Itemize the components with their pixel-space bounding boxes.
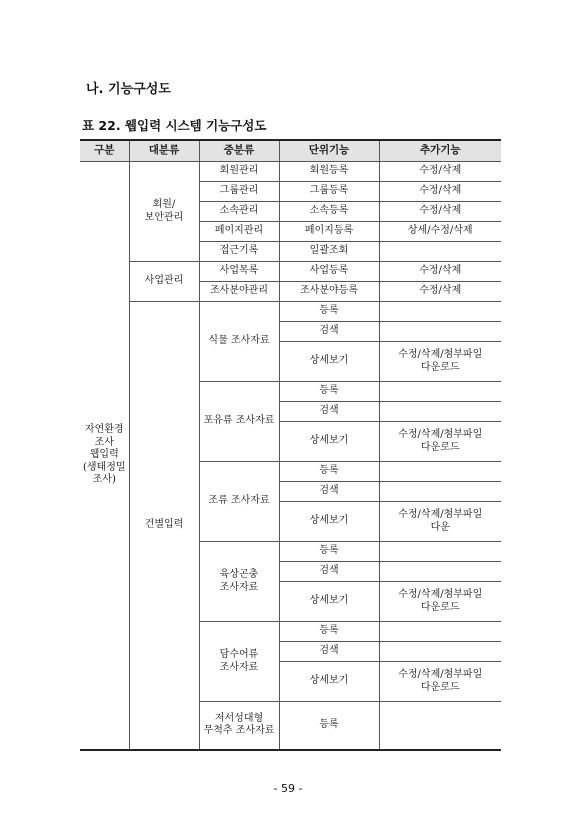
unit-cell: 조사분야등록 bbox=[279, 282, 379, 302]
table-header-row bbox=[80, 140, 501, 162]
extra-cell: 수정/삭제/첨부파일 다운로드 bbox=[379, 662, 501, 702]
unit-cell: 검색 bbox=[279, 642, 379, 662]
mid-cell: 페이지관리 bbox=[199, 222, 279, 242]
unit-cell: 검색 bbox=[279, 562, 379, 582]
extra-cell bbox=[379, 242, 501, 262]
unit-cell: 검색 bbox=[279, 322, 379, 342]
unit-cell: 등록 bbox=[279, 302, 379, 322]
mid-cell: 포유류 조사자료 bbox=[199, 382, 279, 462]
major-business: 사업관리 bbox=[129, 262, 199, 302]
extra-cell bbox=[379, 302, 501, 322]
extra-cell bbox=[379, 382, 501, 402]
extra-cell: 수정/삭제/첨부파일 다운로드 bbox=[379, 342, 501, 382]
extra-cell: 수정/삭제 bbox=[379, 162, 501, 182]
extra-cell: 수정/삭제/첨부파일 다운로드 bbox=[379, 582, 501, 622]
category-cell: 자연환경 조사 웹입력 (생태정밀 조사) bbox=[80, 162, 129, 750]
extra-cell bbox=[379, 642, 501, 662]
extra-cell bbox=[379, 482, 501, 502]
table-row bbox=[80, 262, 501, 282]
mid-cell: 저서성대형 무척추 조사자료 bbox=[199, 702, 279, 750]
extra-cell: 수정/삭제 bbox=[379, 282, 501, 302]
section-title: 나. 기능구성도 bbox=[86, 82, 171, 97]
mid-cell: 식물 조사자료 bbox=[199, 302, 279, 382]
extra-cell bbox=[379, 622, 501, 642]
table-row bbox=[80, 302, 501, 322]
mid-cell: 육상곤충 조사자료 bbox=[199, 542, 279, 622]
mid-cell: 그룹관리 bbox=[199, 182, 279, 202]
major-individual: 건별입력 bbox=[129, 302, 199, 750]
unit-cell: 등록 bbox=[279, 702, 379, 750]
major-member-security: 회원/ 보안관리 bbox=[129, 162, 199, 262]
unit-cell: 페이지등록 bbox=[279, 222, 379, 242]
header-major: 대분류 bbox=[129, 140, 199, 162]
table-row bbox=[80, 162, 501, 182]
mid-cell: 담수어류 조사자료 bbox=[199, 622, 279, 702]
mid-cell: 접근기록 bbox=[199, 242, 279, 262]
mid-cell: 조사분야관리 bbox=[199, 282, 279, 302]
extra-cell bbox=[379, 462, 501, 482]
extra-cell: 수정/삭제 bbox=[379, 202, 501, 222]
unit-cell: 등록 bbox=[279, 462, 379, 482]
extra-cell bbox=[379, 402, 501, 422]
extra-cell bbox=[379, 322, 501, 342]
unit-cell: 회원등록 bbox=[279, 162, 379, 182]
mid-cell: 회원관리 bbox=[199, 162, 279, 182]
header-extra: 추가기능 bbox=[379, 140, 501, 162]
mid-cell: 조류 조사자료 bbox=[199, 462, 279, 542]
header-category: 구분 bbox=[80, 140, 129, 162]
unit-cell: 일괄조회 bbox=[279, 242, 379, 262]
mid-cell: 사업목록 bbox=[199, 262, 279, 282]
unit-cell: 등록 bbox=[279, 622, 379, 642]
unit-cell: 그룹등록 bbox=[279, 182, 379, 202]
unit-cell: 상세보기 bbox=[279, 422, 379, 462]
table-caption: 표 22. 웹입력 시스템 기능구성도 bbox=[82, 118, 267, 133]
unit-cell: 상세보기 bbox=[279, 662, 379, 702]
header-mid: 중분류 bbox=[199, 140, 279, 162]
unit-cell: 상세보기 bbox=[279, 502, 379, 542]
extra-cell: 수정/삭제 bbox=[379, 262, 501, 282]
extra-cell bbox=[379, 542, 501, 562]
function-structure-table bbox=[80, 139, 501, 751]
mid-cell: 소속관리 bbox=[199, 202, 279, 222]
unit-cell: 상세보기 bbox=[279, 342, 379, 382]
unit-cell: 검색 bbox=[279, 402, 379, 422]
unit-cell: 소속등록 bbox=[279, 202, 379, 222]
extra-cell: 상세/수정/삭제 bbox=[379, 222, 501, 242]
header-unit: 단위기능 bbox=[279, 140, 379, 162]
unit-cell: 등록 bbox=[279, 382, 379, 402]
unit-cell: 상세보기 bbox=[279, 582, 379, 622]
extra-cell: 수정/삭제 bbox=[379, 182, 501, 202]
unit-cell: 등록 bbox=[279, 542, 379, 562]
page-number: - 59 - bbox=[273, 782, 303, 795]
extra-cell bbox=[379, 562, 501, 582]
unit-cell: 검색 bbox=[279, 482, 379, 502]
unit-cell: 사업등록 bbox=[279, 262, 379, 282]
extra-cell: 수정/삭제/첨부파일 다운 bbox=[379, 502, 501, 542]
extra-cell bbox=[379, 702, 501, 750]
extra-cell: 수정/삭제/첨부파일 다운로드 bbox=[379, 422, 501, 462]
